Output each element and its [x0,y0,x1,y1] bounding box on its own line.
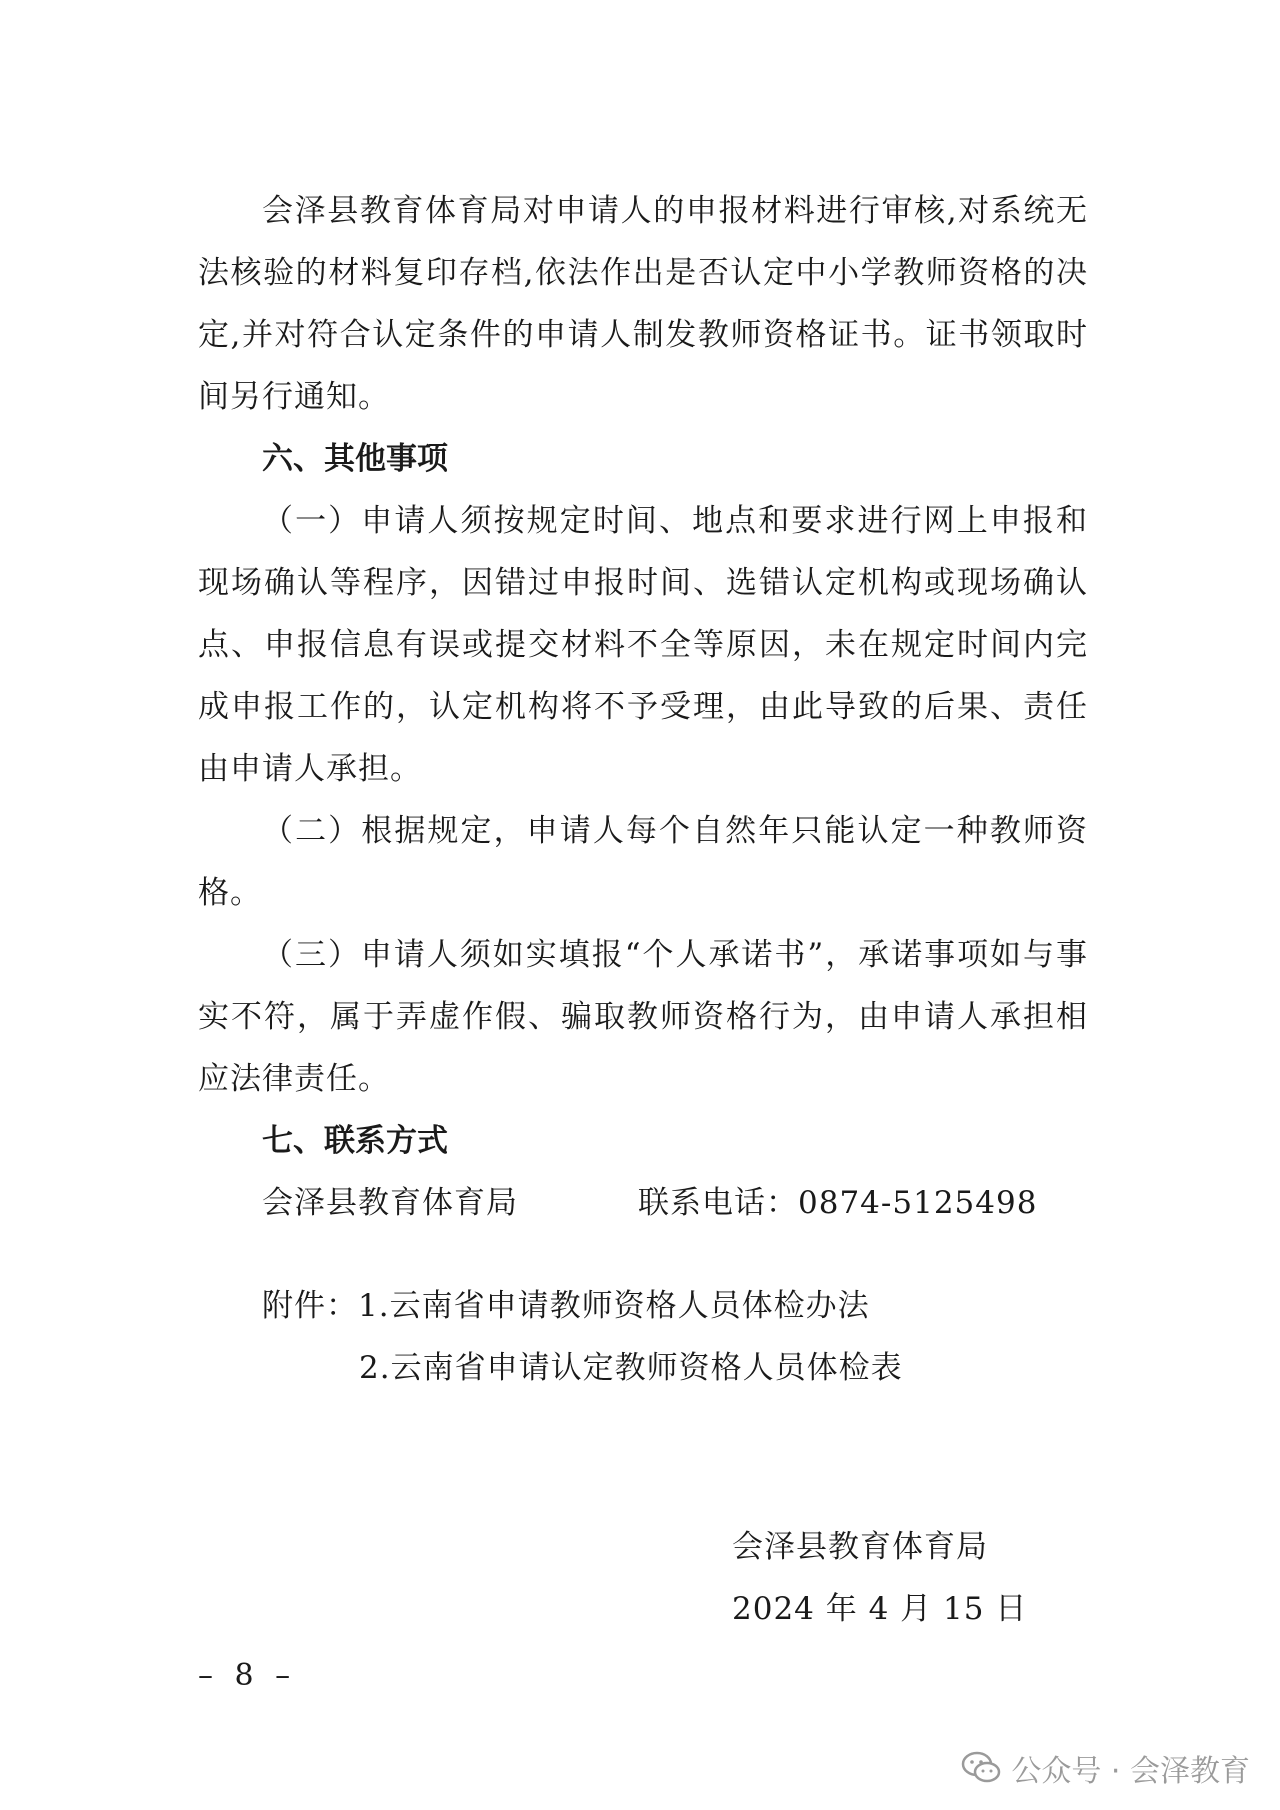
page-number: – 8 – [198,1658,297,1693]
paragraph-item-1: （一）申请人须按规定时间、地点和要求进行网上申报和现场确认等程序，因错过申报时间、选错认定机构或现场确认点、申报信息有误或提交材料不全等原因，未在规定时间内完成申报工作的，认定机构将不予受理，由此导致的后果、责任由申请人承担。 [198,503,1088,787]
attachment-item-2: 2.云南省申请认定教师资格人员体检表 [359,1350,903,1386]
signature-block [732,1516,1027,1640]
signature-org: 会泽县教育体育局 [732,1529,988,1565]
watermark-text: 公众号 · 会泽教育 [1011,1754,1250,1789]
contact-line [198,1172,1088,1234]
paragraph-item-3: （三）申请人须如实填报“个人承诺书”，承诺事项如与事实不符，属于弄虚作假、骗取教师资格行为，由申请人承担相应法律责任。 [198,937,1088,1097]
paragraph-review: 会泽县教育体育局对申请人的申报材料进行审核,对系统无法核验的材料复印存档,依法作出是否认定中小学教师资格的决定,并对符合认定条件的申请人制发教师资格证书。证书领取时间另行通知。 [198,193,1088,415]
paragraph-item-2: （二）根据规定，申请人每个自然年只能认定一种教师资格。 [198,813,1088,911]
attachment-label: 附件： [262,1288,358,1324]
wechat-icon [961,1750,1001,1786]
contact-org: 会泽县教育体育局 [262,1185,518,1221]
signature-date: 2024 年 4 月 15 日 [732,1591,1028,1627]
attachments [262,1275,903,1399]
heading-contact: 七、联系方式 [262,1123,448,1159]
contact-phone: 联系电话：0874-5125498 [638,1185,1038,1221]
watermark [961,1746,1250,1790]
attachment-item-1: 附件：1.云南省申请教师资格人员体检办法 [262,1288,870,1324]
heading-other-matters: 六、其他事项 [262,441,448,477]
document-body [198,180,1088,1234]
